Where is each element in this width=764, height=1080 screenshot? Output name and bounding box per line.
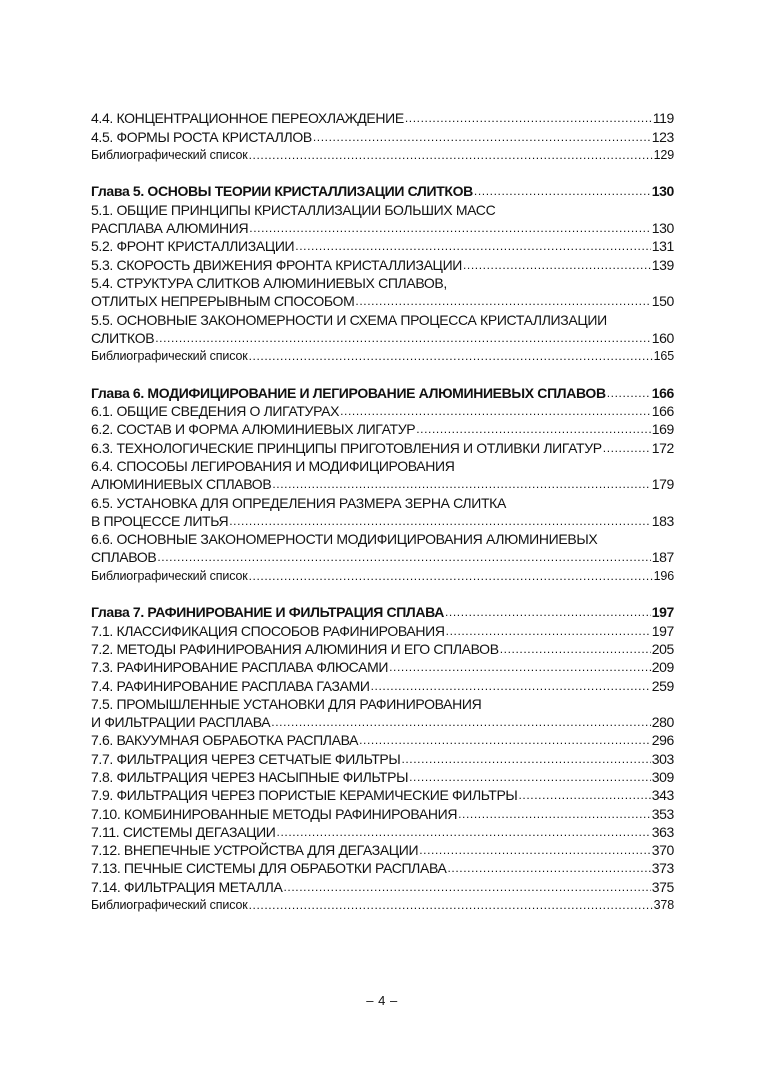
toc-entry-first-line [91,310,674,328]
toc-entry [91,768,674,786]
toc-entry [91,292,674,310]
dot-leader [283,878,650,896]
toc-entry-title: Глава 6. МОДИФИЦИРОВАНИЕ И ЛЕГИРОВАНИЕ АЛЮМИНИЕВЫХ СПЛАВОВ [91,384,606,401]
toc-entry [91,749,674,767]
toc-entry [91,512,674,530]
toc-entry-title: 6.4. СПОСОБЫ ЛЕГИРОВАНИЯ И МОДИФИЦИРОВАНИЯ [91,457,455,474]
toc-entry-title: 5.5. ОСНОВНЫЕ ЗАКОНОМЕРНОСТИ И СХЕМА ПРОЦЕССА КРИСТАЛЛИЗАЦИИ [91,311,607,328]
toc-entry-title: 6.2. СОСТАВ И ФОРМА АЛЮМИНИЕВЫХ ЛИГАТУР [91,421,416,438]
toc-entry-title: 7.12. ВНЕПЕЧНЫЕ УСТРОЙСТВА ДЛЯ ДЕГАЗАЦИИ [91,842,419,859]
dot-leader [249,219,650,237]
toc-entry-title: 7.9. ФИЛЬТРАЦИЯ ЧЕРЕЗ ПОРИСТЫЕ КЕРАМИЧЕСКИЕ ФИЛЬТРЫ [91,787,518,804]
dot-leader [355,292,650,310]
toc-entry [91,804,674,822]
toc-page-number: 183 [651,512,674,529]
dot-leader [463,256,651,274]
toc-entry [91,658,674,676]
toc-page-number: 129 [653,147,674,162]
toc-page-number: 123 [651,128,674,145]
toc-bibliography-entry [91,347,674,365]
toc-entry-title: АЛЮМИНИЕВЫХ СПЛАВОВ [91,476,272,493]
toc-entry [91,109,674,127]
toc-entry-title: РАСПЛАВА АЛЮМИНИЯ [91,220,249,237]
dot-leader [474,182,651,200]
toc-entry [91,640,674,658]
toc-page-number: 139 [651,256,674,273]
toc-page-number: 160 [651,329,674,346]
toc-entry [91,841,674,859]
toc-page-number: 373 [651,860,674,877]
toc-entry-title: Глава 7. РАФИНИРОВАНИЕ И ФИЛЬТРАЦИЯ СПЛАВА [91,604,444,621]
dot-leader [419,841,650,859]
toc-entry-title: 5.4. СТРУКТУРА СЛИТКОВ АЛЮМИНИЕВЫХ СПЛАВОВ, [91,274,447,291]
dot-leader [249,567,653,585]
toc-entry [91,255,674,273]
toc-entry-title: 7.1. КЛАССИФИКАЦИЯ СПОСОБОВ РАФИНИРОВАНИЯ [91,622,445,639]
toc-entry [91,621,674,639]
toc-entry-title: Глава 5. ОСНОВЫ ТЕОРИИ КРИСТАЛЛИЗАЦИИ СЛИТКОВ [91,183,473,200]
toc-entry-first-line [91,200,674,218]
toc-entry-title: 7.7. ФИЛЬТРАЦИЯ ЧЕРЕЗ СЕТЧАТЫЕ ФИЛЬТРЫ [91,750,401,767]
toc-entry-first-line [91,695,674,713]
toc-entry [91,219,674,237]
toc-chapter-heading [91,383,674,401]
toc-entry-first-line [91,457,674,475]
toc-entry-title: 7.11. СИСТЕМЫ ДЕГАЗАЦИИ [91,823,276,840]
toc-entry [91,548,674,566]
toc-entry [91,877,674,895]
dot-leader [409,768,651,786]
toc-page-number: 130 [651,183,674,200]
toc-entry-title: ОТЛИТЫХ НЕПРЕРЫВНЫМ СПОСОБОМ [91,293,355,310]
toc-entry-title: СПЛАВОВ [91,549,157,566]
toc-page-number: 375 [651,878,674,895]
toc-page-number: 353 [651,805,674,822]
toc-page-number: 187 [651,549,674,566]
toc-bibliography-entry [91,566,674,584]
dot-leader [371,677,651,695]
toc-entry-title: СЛИТКОВ [91,329,155,346]
toc-page-number: 197 [651,622,674,639]
toc-entry [91,402,674,420]
dot-leader [446,622,651,640]
dot-leader [295,237,650,255]
dot-leader [272,475,650,493]
toc-chapter-heading [91,603,674,621]
toc-entry [91,786,674,804]
toc-page-number: 296 [651,732,674,749]
dot-leader [389,658,651,676]
dot-leader [359,731,651,749]
dot-leader [603,439,651,457]
toc-entry-title: 7.6. ВАКУУМНАЯ ОБРАБОТКА РАСПЛАВА [91,732,359,749]
section-spacer [91,585,674,603]
toc-page-number: 303 [651,750,674,767]
toc-page-number: 130 [651,220,674,237]
dot-leader [277,823,651,841]
dot-leader [401,750,650,768]
toc-entry-title: Библиографический список [91,898,248,913]
toc-entry-title: 6.3. ТЕХНОЛОГИЧЕСКИЕ ПРИНЦИПЫ ПРИГОТОВЛЕНИЯ И ОТЛИВКИ ЛИГАТУР [91,439,602,456]
dot-leader [340,402,651,420]
toc-entry [91,823,674,841]
toc-entry-title: 7.4. РАФИНИРОВАНИЕ РАСПЛАВА ГАЗАМИ [91,677,370,694]
toc-chapter-heading [91,182,674,200]
toc-entry [91,237,674,255]
toc-entry-title: 7.10. КОМБИНИРОВАННЫЕ МЕТОДЫ РАФИНИРОВАНИЯ [91,805,458,822]
toc-page-number: 119 [652,110,674,127]
toc-page-number: 209 [651,659,674,676]
toc-page-number: 205 [651,640,674,657]
toc-entry-title: 7.5. ПРОМЫШЛЕННЫЕ УСТАНОВКИ ДЛЯ РАФИНИРОВАНИЯ [91,695,482,712]
toc-entry-title: 5.3. СКОРОСТЬ ДВИЖЕНИЯ ФРОНТА КРИСТАЛЛИЗАЦИИ [91,256,462,273]
toc-entry-title: 7.14. ФИЛЬТРАЦИЯ МЕТАЛЛА [91,878,283,895]
toc-page-number: 378 [653,898,674,913]
toc-entry-title: 5.1. ОБЩИЕ ПРИНЦИПЫ КРИСТАЛЛИЗАЦИИ БОЛЬШИХ МАСС [91,201,496,218]
toc-entry-title: 5.2. ФРОНТ КРИСТАЛЛИЗАЦИИ [91,238,295,255]
toc-page-number: 131 [651,238,674,255]
toc-page-number: 166 [651,384,674,401]
toc-page-number: 179 [651,476,674,493]
dot-leader [405,109,652,127]
toc-page-number: 165 [653,349,674,364]
toc-entry-first-line [91,530,674,548]
dot-leader [313,128,651,146]
toc-page-number: 259 [651,677,674,694]
toc-entry-title: 4.5. ФОРМЫ РОСТА КРИСТАЛЛОВ [91,128,312,145]
toc-entry-title: И ФИЛЬТРАЦИИ РАСПЛАВА [91,714,271,731]
toc-page-number: 196 [653,568,674,583]
toc-entry [91,475,674,493]
toc-page-number: 309 [651,768,674,785]
toc-entry [91,859,674,877]
toc-entry-first-line [91,274,674,292]
toc-entry-title: В ПРОЦЕССЕ ЛИТЬЯ [91,512,229,529]
toc-entry-title: 7.3. РАФИНИРОВАНИЕ РАСПЛАВА ФЛЮСАМИ [91,659,389,676]
toc-entry [91,329,674,347]
toc-page-number: 363 [651,823,674,840]
dot-leader [500,640,651,658]
toc-entry-title: Библиографический список [91,349,248,364]
toc-entry-title: 6.6. ОСНОВНЫЕ ЗАКОНОМЕРНОСТИ МОДИФИЦИРОВАНИЯ АЛЮМИНИЕВЫХ [91,531,598,548]
dot-leader [249,347,653,365]
dot-leader [518,786,650,804]
toc-page-number: 150 [651,293,674,310]
toc-bibliography-entry [91,896,674,914]
toc-page-number: 166 [651,403,674,420]
dot-leader [229,512,650,530]
section-spacer [91,164,674,182]
toc-entry-title: 4.4. КОНЦЕНТРАЦИОННОЕ ПЕРЕОХЛАЖДЕНИЕ [91,110,404,127]
toc-entry [91,676,674,694]
toc-page-number: 172 [651,439,674,456]
toc-entry [91,127,674,145]
toc-entry-title: 7.8. ФИЛЬТРАЦИЯ ЧЕРЕЗ НАСЫПНЫЕ ФИЛЬТРЫ [91,768,409,785]
dot-leader [416,420,650,438]
table-of-contents [91,109,674,914]
toc-entry [91,731,674,749]
dot-leader [458,805,651,823]
toc-page-number: 197 [651,604,674,621]
toc-entry-title: 7.2. МЕТОДЫ РАФИНИРОВАНИЯ АЛЮМИНИЯ И ЕГО СПЛАВОВ [91,640,499,657]
toc-entry [91,420,674,438]
toc-entry-title: 7.13. ПЕЧНЫЕ СИСТЕМЫ ДЛЯ ОБРАБОТКИ РАСПЛАВА [91,860,447,877]
dot-leader [249,896,653,914]
toc-page-number: 343 [651,787,674,804]
toc-page-number: 169 [651,421,674,438]
toc-entry-title: Библиографический список [91,147,248,162]
toc-page-number: 370 [651,842,674,859]
dot-leader [155,329,650,347]
toc-page-number: 280 [651,714,674,731]
page-number: – 4 – [366,993,398,1008]
dot-leader [448,859,651,877]
dot-leader [445,603,651,621]
toc-entry-title: 6.5. УСТАНОВКА ДЛЯ ОПРЕДЕЛЕНИЯ РАЗМЕРА ЗЕРНА СЛИТКА [91,494,506,511]
dot-leader [157,548,650,566]
toc-bibliography-entry [91,146,674,164]
section-spacer [91,365,674,383]
dot-leader [271,713,650,731]
toc-entry [91,438,674,456]
dot-leader [607,384,651,402]
toc-entry [91,713,674,731]
toc-entry-first-line [91,493,674,511]
dot-leader [249,146,653,164]
toc-entry-title: 6.1. ОБЩИЕ СВЕДЕНИЯ О ЛИГАТУРАХ [91,403,340,420]
toc-entry-title: Библиографический список [91,568,248,583]
